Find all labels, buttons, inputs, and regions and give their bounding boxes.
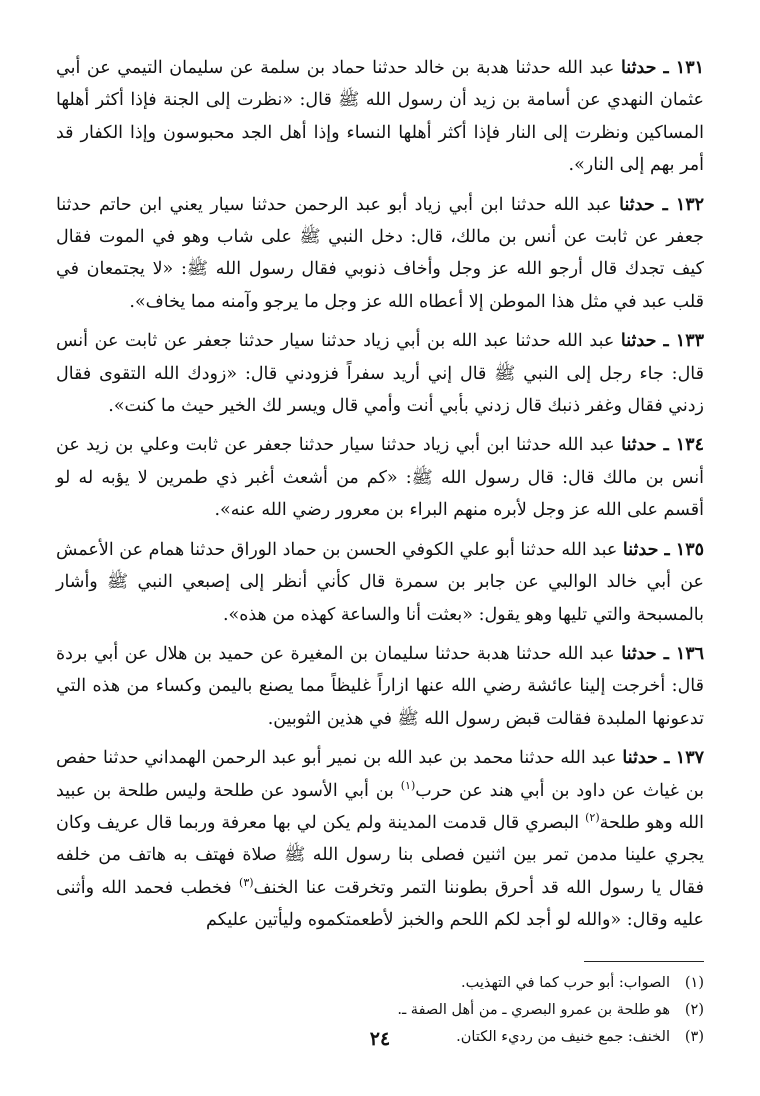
footnote-ref-1[interactable]: (١) [400,778,416,792]
hadith-lead: حدثنا [621,435,657,456]
footnote-2 [56,997,704,1024]
hadith-137: ١٣٧ ـ حدثنا عبد الله حدثنا محمد بن عبد الله بن نمير أبو عبد الرحمن الهمداني حدثنا حفص بن غياث عن داود بن أبي هند عن حرب$^{(١)}$ بن أبي الأسود عن طلحة وليس طلحة بن عبيد الله وهو طلحة$^{(٢)}$ البصري قال قدمت المدينة ولم يكن لي بها معرفة وربما قال عريف وكان يجري علينا مدمن تمر بين اثنين فصلى بنا رسول الله ﷺ صلاة فهتف به هاتف من خلفه فقال يا رسول الله قد أحرق بطوننا التمر وتخرقت عنا الخنف$^{(٣)}$ فخطب فحمد الله وأثنى عليه وقال: «والله لو أجد لكم اللحم والخبز لأطعمتكموه وليأتين عليكم [56,748,704,931]
hadith-lead: حدثنا [619,194,655,215]
hadith-lead: حدثنا [621,643,657,664]
hadith-text: بن أبي الأسود عن طلحة وليس طلحة بن عبيد الله وهو طلحة [56,780,704,833]
hadith-lead: حدثنا [620,331,657,352]
hadith-number: ١٣٦ [675,643,705,664]
hadith-lead: حدثنا [620,58,657,78]
hadith-135: ١٣٥ ـ حدثنا عبد الله حدثنا أبو علي الكوفي الحسن بن حماد الوراق حدثنا همام عن الأعمش عن أبي خالد الوالبي عن جابر بن سمرة قال كأني أنظر إلى إصبعي النبي ﷺ وأشار بالمسبحة والتي تليها وهو يقول: «بعثت أنا والساعة كهذه من هذه». [56,539,704,625]
hadith-text: عبد الله حدثنا ابن أبي زياد أبو عبد الرحمن حدثنا سيار يعني ابن حاتم حدثنا جعفر عن ثابت عن أنس بن مالك، قال: دخل النبي ﷺ على شاب وهو في الموت فقال كيف تجدك قال أرجو الله عز وجل وأخاف ذنوبي فقال رسول الله ﷺ: «لا يجتمعان في قلب عبد في مثل هذا الموطن إلا أعطاه الله عز وجل ما يرجو وآمنه مما يخاف». [56,194,704,312]
hadith-text: عبد الله حدثنا محمد بن عبد الله بن نمير أبو عبد الرحمن الهمداني حدثنا حفص بن غياث عن داود بن أبي هند عن حرب [56,748,704,801]
hadith-list [56,52,704,937]
hadith-number: ١٣٤ [675,435,704,456]
footnote-number: (٣) [684,1028,704,1045]
hadith-text: عبد الله حدثنا هدبة حدثنا سليمان بن المغيرة عن حميد بن هلال عن أبي بردة قال: أخرجت إلينا عائشة رضي الله عنها ازاراً غليظاً مما يصنع باليمن وكساء من هذه التي تدعونها الملبدة فقالت قبض رسول الله ﷺ في هذين الثوبين. [56,643,704,729]
hadith-text: البصري قال قدمت المدينة ولم يكن لي بها معرفة وربما قال عريف وكان يجري علينا مدمن تمر بين اثنين فصلى بنا رسول الله ﷺ صلاة فهتف به هاتف من خلفه فقال يا رسول الله قد أحرق بطوننا التمر وتخرقت عنا الخنف [56,812,704,898]
hadith-text: عبد الله حدثنا ابن أبي زياد حدثنا سيار حدثنا جعفر عن ثابت وعلي بن زيد عن أنس بن مالك قال: قال رسول الله ﷺ: «كم من أشعث أغبر ذي طمرين لا يؤبه له لو أقسم على الله عز وجل لأبره منهم البراء بن معرور رضي الله عنه». [56,435,704,521]
footnote-text: هو طلحة بن عمرو البصري ـ من أهل الصفة ـ. [397,1001,670,1018]
footnote-number: (٢) [684,1001,704,1018]
footnote-1 [56,970,704,997]
hadith-number: ١٣١ [675,58,704,78]
hadith-131: ١٣١ ـ حدثنا عبد الله حدثنا هدبة بن خالد حدثنا حماد بن سلمة عن سليمان التيمي عن أبي عثمان النهدي عن أسامة بن زيد أن رسول الله ﷺ قال: «نظرت إلى الجنة فإذا أكثر أهلها المساكين ونظرت إلى النار فإذا أكثر أهلها النساء وإذا أهل الجد محبوسون وإذا الكفار قد أمر بهم إلى النار». [56,58,704,176]
footnote-text: الصواب: أبو حرب كما في التهذيب. [460,974,670,991]
hadith-number: ١٣٥ [675,539,704,560]
hadith-number: ١٣٧ [675,748,704,769]
hadith-text: فخطب فحمد الله وأثنى عليه وقال: «والله لو أجد لكم اللحم والخبز لأطعمتكموه وليأتين عليكم [56,877,704,931]
page-number: ٢٤ [369,1028,391,1050]
footnote-ref-2[interactable]: (٢) [585,811,600,825]
footnote-number: (١) [684,974,704,991]
hadith-number: ١٣٣ [675,331,704,352]
hadith-134: ١٣٤ ـ حدثنا عبد الله حدثنا ابن أبي زياد حدثنا سيار حدثنا جعفر عن ثابت وعلي بن زيد عن أنس بن مالك قال: قال رسول الله ﷺ: «كم من أشعث أغبر ذي طمرين لا يؤبه له لو أقسم على الله عز وجل لأبره منهم البراء بن معرور رضي الله عنه». [56,435,704,521]
hadith-text: عبد الله حدثنا أبو علي الكوفي الحسن بن حماد الوراق حدثنا همام عن الأعمش عن أبي خالد الوالبي عن جابر بن سمرة قال كأني أنظر إلى إصبعي النبي ﷺ وأشار بالمسبحة والتي تليها وهو يقول: «بعثت أنا والساعة كهذه من هذه». [56,539,704,625]
hadith-number: ١٣٢ [675,194,705,215]
hadith-133: ١٣٣ ـ حدثنا عبد الله حدثنا عبد الله بن أبي زياد حدثنا سيار حدثنا جعفر عن ثابت عن أنس قال: جاء رجل إلى النبي ﷺ قال إني أريد سفراً فزودني قال: «زودك الله التقوى فقال زدني فقال وغفر ذنبك قال زدني بأبي أنت وأمي قال ويسر لك الخير حيث ما كنت». [56,331,704,417]
hadith-lead: حدثنا [622,748,658,769]
hadith-text: عبد الله حدثنا هدبة بن خالد حدثنا حماد بن سلمة عن سليمان التيمي عن أبي عثمان النهدي عن أسامة بن زيد أن رسول الله ﷺ قال: «نظرت إلى الجنة فإذا أكثر أهلها المساكين ونظرت إلى النار فإذا أكثر أهلها النساء وإذا أهل الجد محبوسون وإذا الكفار قد أمر بهم إلى النار». [56,58,704,176]
hadith-lead: حدثنا [622,539,659,560]
hadith-132: ١٣٢ ـ حدثنا عبد الله حدثنا ابن أبي زياد أبو عبد الرحمن حدثنا سيار يعني ابن حاتم حدثنا جعفر عن ثابت عن أنس بن مالك، قال: دخل النبي ﷺ على شاب وهو في الموت فقال كيف تجدك قال أرجو الله عز وجل وأخاف ذنوبي فقال رسول الله ﷺ: «لا يجتمعان في قلب عبد في مثل هذا الموطن إلا أعطاه الله عز وجل ما يرجو وآمنه مما يخاف». [56,194,705,312]
hadith-136: ١٣٦ ـ حدثنا عبد الله حدثنا هدبة حدثنا سليمان بن المغيرة عن حميد بن هلال عن أبي بردة قال: أخرجت إلينا عائشة رضي الله عنها ازاراً غليظاً مما يصنع باليمن وكساء من هذه التي تدعونها الملبدة فقالت قبض رسول الله ﷺ في هذين الثوبين. [56,643,705,729]
footnote-divider [584,961,704,962]
footnote-text: الخنف: جمع خنيف من رديء الكتان. [456,1028,670,1045]
footnote-ref-3[interactable]: (٣) [239,875,254,889]
hadith-text: عبد الله حدثنا عبد الله بن أبي زياد حدثنا سيار حدثنا جعفر عن ثابت عن أنس قال: جاء رجل إلى النبي ﷺ قال إني أريد سفراً فزودني قال: «زودك الله التقوى فقال زدني فقال وغفر ذنبك قال زدني بأبي أنت وأمي قال ويسر لك الخير حيث ما كنت». [56,331,704,417]
